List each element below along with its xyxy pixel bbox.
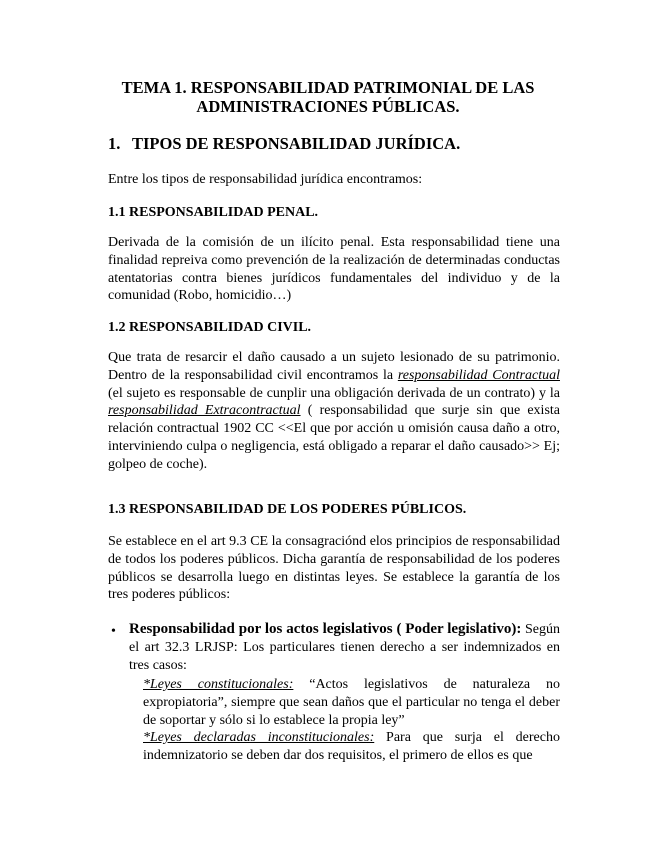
section-1-intro: Entre los tipos de responsabilidad jurídica encontramos: [108,172,423,187]
section-1-1-heading: 1.1 RESPONSABILIDAD PENAL. [108,205,319,220]
section-1-2-text [108,349,560,474]
section-1-2-heading: 1.2 RESPONSABILIDAD CIVIL. [108,320,312,335]
bullet-legislativo [129,621,560,674]
bullet-marker: • [111,624,116,639]
term-leyes-declaradas-inconstitucionales: *Leyes declaradas inconstitucionales: [143,730,375,745]
document-title [100,78,556,116]
term-responsabilidad-contractual: responsabilidad Contractual [397,367,560,383]
s12-text-c: ( responsabilidad que surje sin que exista relación contractual 1902 CC <<El que por acción u omisión causa daño a otro, interviniendo culpa o negligencia, está obligado a reparar el daño causado>> Ej; golpeo de coche). [108,403,560,472]
sub-item-1-text: “Actos legislativos de naturaleza no expropiatoria”, siempre que sean daños que el particular no tenga el deber de soportar y sólo si lo establece la propia ley” [143,677,560,728]
title-line-2: ADMINISTRACIONES PÚBLICAS. [196,97,460,116]
bullet-legislativo-text: Según el art 32.3 LRJSP: Los particulares tienen derecho a ser indemnizados en tres casos: [129,622,561,673]
section-1-3-text: Se establece en el art 9.3 CE la consagraciónd elos principios de responsabilidad de todos los poderes públicos. Dicha garantía de responsabilidad de los poderes públicos se desarrolla luego en distintas leyes. Se establece la garantía de los tres poderes públicos: [108,534,560,603]
section-1-1-text: Derivada de la comisión de un ilícito penal. Esta responsabilidad tiene una finalidad repreiva como prevención de la realización de determinadas conductas atentatorias contra bienes jurídicos fundamentales del individuo y de la comunidad (Robo, homicidio…) [108,235,560,304]
s12-text-b: (el sujeto es responsable de cunplir una obligación derivada de un contrato) y la [108,385,560,401]
section-1-3-heading: 1.3 RESPONSABILIDAD DE LOS PODERES PÚBLICOS. [108,502,467,517]
section-1-heading [108,134,460,154]
section-1-number: 1. [108,134,121,153]
term-leyes-constitucionales: *Leyes constitucionales: [143,677,294,692]
sub-item-leyes-inconstitucionales [143,729,560,765]
sub-item-2-text: Para que surja el derecho indemnizatorio se deben dar dos requisitos, el primero de ellos es que [143,730,560,763]
section-1-title: TIPOS DE RESPONSABILIDAD JURÍDICA. [132,134,461,153]
sub-item-leyes-constitucionales [143,676,560,729]
s12-text-a: Que trata de resarcir el daño causado a un sujeto lesionado de su patrimonio. Dentro de la responsabilidad civil encontramos la [108,350,560,383]
title-line-1: TEMA 1. RESPONSABILIDAD PATRIMONIAL DE LAS [121,78,535,97]
term-responsabilidad-extracontractual: responsabilidad Extracontractual [108,403,301,419]
bullet-legislativo-heading: Responsabilidad por los actos legislativos ( Poder legislativo): [129,621,522,637]
